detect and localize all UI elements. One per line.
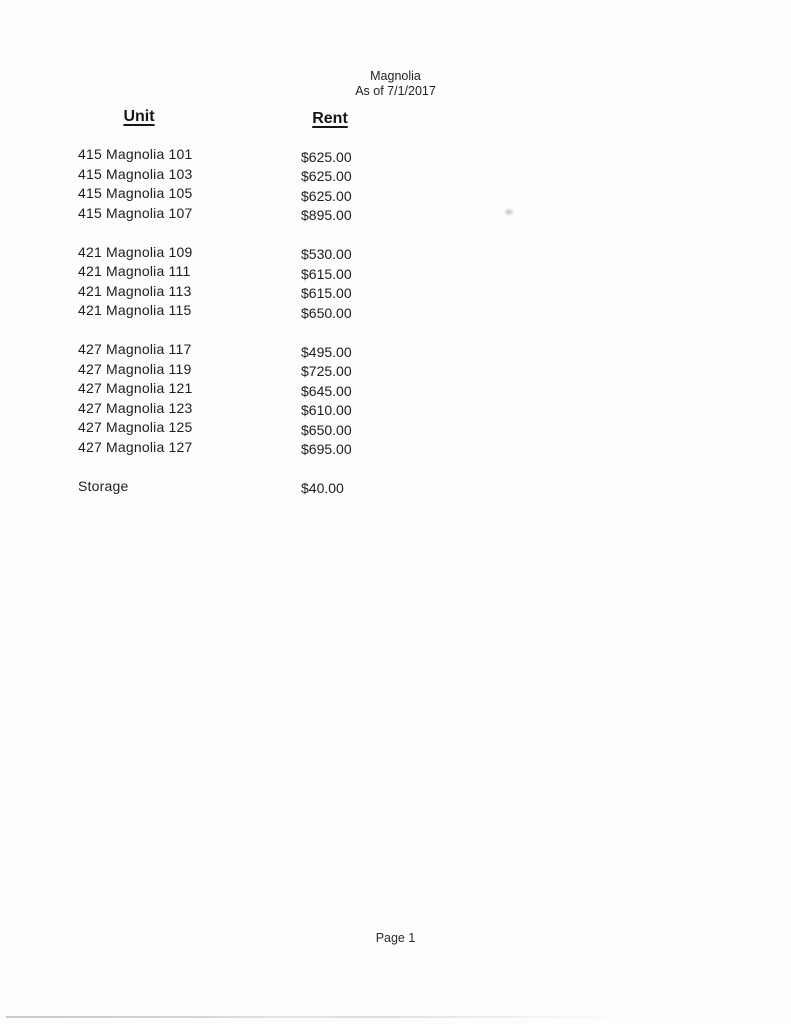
unit-cell: 415 Magnolia 103 (78, 165, 193, 182)
rent-cell: $530.00 (301, 246, 352, 262)
rent-cell: $610.00 (301, 402, 352, 418)
rent-cell: $695.00 (301, 441, 352, 457)
rent-cell: $725.00 (301, 363, 352, 379)
table-row (78, 400, 498, 420)
unit-cell: 421 Magnolia 111 (78, 263, 191, 279)
unit-cell: 427 Magnolia 121 (78, 380, 193, 396)
rent-cell: $625.00 (301, 168, 352, 184)
rent-cell: $40.00 (301, 480, 344, 496)
unit-cell: 415 Magnolia 101 (78, 146, 193, 162)
document-date: As of 7/1/2017 (355, 84, 436, 98)
rent-cell: $650.00 (301, 304, 352, 321)
table-row (78, 185, 498, 205)
unit-cell: 421 Magnolia 115 (78, 302, 192, 318)
document-header (0, 69, 791, 99)
unit-cell: 427 Magnolia 127 (78, 438, 193, 455)
document-title: Magnolia (370, 69, 421, 83)
unit-cell: 421 Magnolia 109 (78, 243, 193, 260)
rent-cell: $625.00 (301, 148, 352, 165)
table-row (78, 263, 498, 283)
rent-cell: $625.00 (301, 187, 352, 204)
table-row (78, 146, 498, 166)
page-footer: Page 1 (375, 931, 416, 945)
table-row (78, 380, 498, 400)
table-row (78, 341, 498, 361)
table-row (78, 283, 498, 303)
rent-cell: $615.00 (301, 285, 352, 301)
table-row (78, 419, 498, 439)
rent-cell: $615.00 (301, 265, 352, 282)
table-row (78, 244, 498, 264)
unit-cell: 421 Magnolia 113 (78, 282, 192, 299)
table-row (78, 478, 498, 498)
table-row (78, 302, 498, 322)
unit-cell: Storage (78, 477, 129, 494)
unit-group-427 (78, 341, 498, 458)
storage-group (78, 478, 498, 498)
unit-cell: 415 Magnolia 105 (78, 185, 193, 201)
unit-cell: 427 Magnolia 125 (78, 419, 193, 435)
table-row (78, 439, 498, 459)
table-row (78, 166, 498, 186)
unit-cell: 427 Magnolia 117 (78, 341, 192, 357)
table-row (78, 361, 498, 381)
unit-group-421 (78, 244, 498, 322)
unit-cell: 427 Magnolia 123 (78, 399, 193, 416)
column-header-unit: Unit (123, 108, 155, 125)
rent-cell: $650.00 (301, 421, 352, 438)
unit-group-415 (78, 146, 498, 224)
table-row (78, 205, 498, 225)
rent-table (78, 146, 498, 497)
column-header-rent: Rent (312, 110, 348, 127)
rent-cell: $895.00 (301, 207, 352, 223)
scan-smudge-artifact (504, 208, 514, 216)
rent-cell: $495.00 (301, 343, 352, 360)
rent-cell: $645.00 (301, 382, 352, 399)
scan-edge-artifact (6, 1016, 626, 1018)
unit-cell: 415 Magnolia 107 (78, 204, 193, 221)
unit-cell: 427 Magnolia 119 (78, 360, 192, 377)
